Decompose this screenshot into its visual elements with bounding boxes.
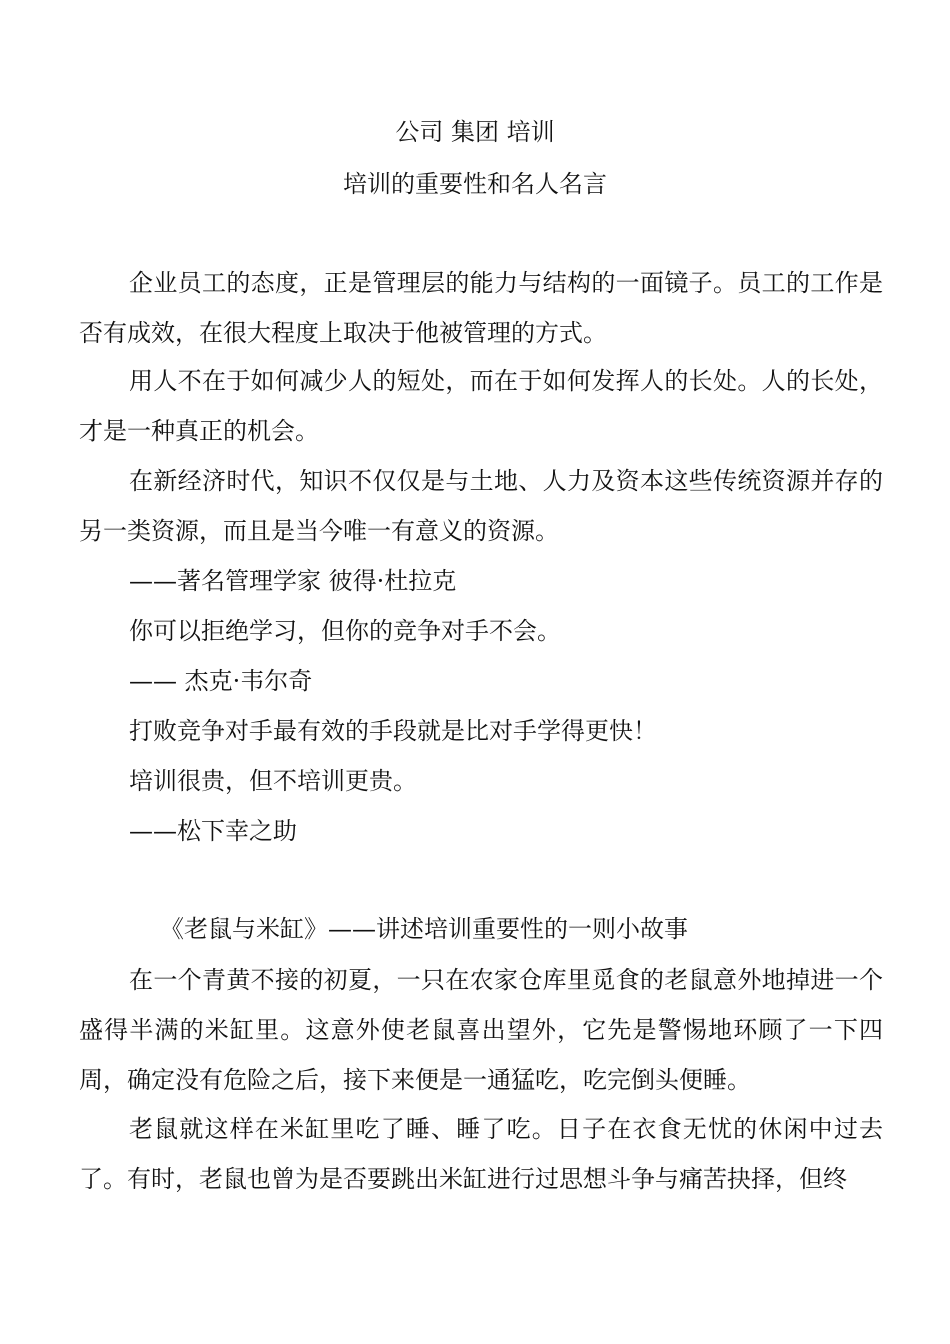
quote-line: 你可以拒绝学习，但你的竞争对手不会。 <box>129 617 561 645</box>
quote-attribution-drucker: ——著名管理学家 彼得·杜拉克 <box>129 567 457 595</box>
document-subtitle: 培训的重要性和名人名言 <box>343 170 607 198</box>
paragraph-3: 在新经济时代，知识不仅仅是与土地、人力及资本这些传统资源并存的另一类资源，而且是当今唯一有意义的资源。 <box>79 467 883 545</box>
paragraph-2: 用人不在于如何减少人的短处，而在于如何发挥人的长处。人的长处，才是一种真正的机会。 <box>79 367 883 445</box>
quote-line: 培训很贵，但不培训更贵。 <box>129 767 417 795</box>
story-paragraph-1: 在一个青黄不接的初夏，一只在农家仓库里觅食的老鼠意外地掉进一个盛得半满的米缸里。这意外使老鼠喜出望外，它先是警惕地环顾了一下四周，确定没有危险之后，接下来便是一通猛吃，吃完倒头便睡。 <box>79 966 883 1094</box>
quote-line: 打败竞争对手最有效的手段就是比对手学得更快！ <box>129 717 657 745</box>
quote-attribution-matsushita: ——松下幸之助 <box>129 817 297 845</box>
document-header: 公司 集团 培训 <box>395 118 555 146</box>
story-paragraph-2: 老鼠就这样在米缸里吃了睡、睡了吃。日子在衣食无忧的休闲中过去了。有时，老鼠也曾为是否要跳出米缸进行过思想斗争与痛苦抉择，但终 <box>79 1115 883 1193</box>
story-title: 《老鼠与米缸》——讲述培训重要性的一则小故事 <box>160 915 688 943</box>
paragraph-1: 企业员工的态度，正是管理层的能力与结构的一面镜子。员工的工作是否有成效，在很大程度上取决于他被管理的方式。 <box>79 269 883 347</box>
quote-attribution-welch: —— 杰克·韦尔奇 <box>129 667 313 695</box>
